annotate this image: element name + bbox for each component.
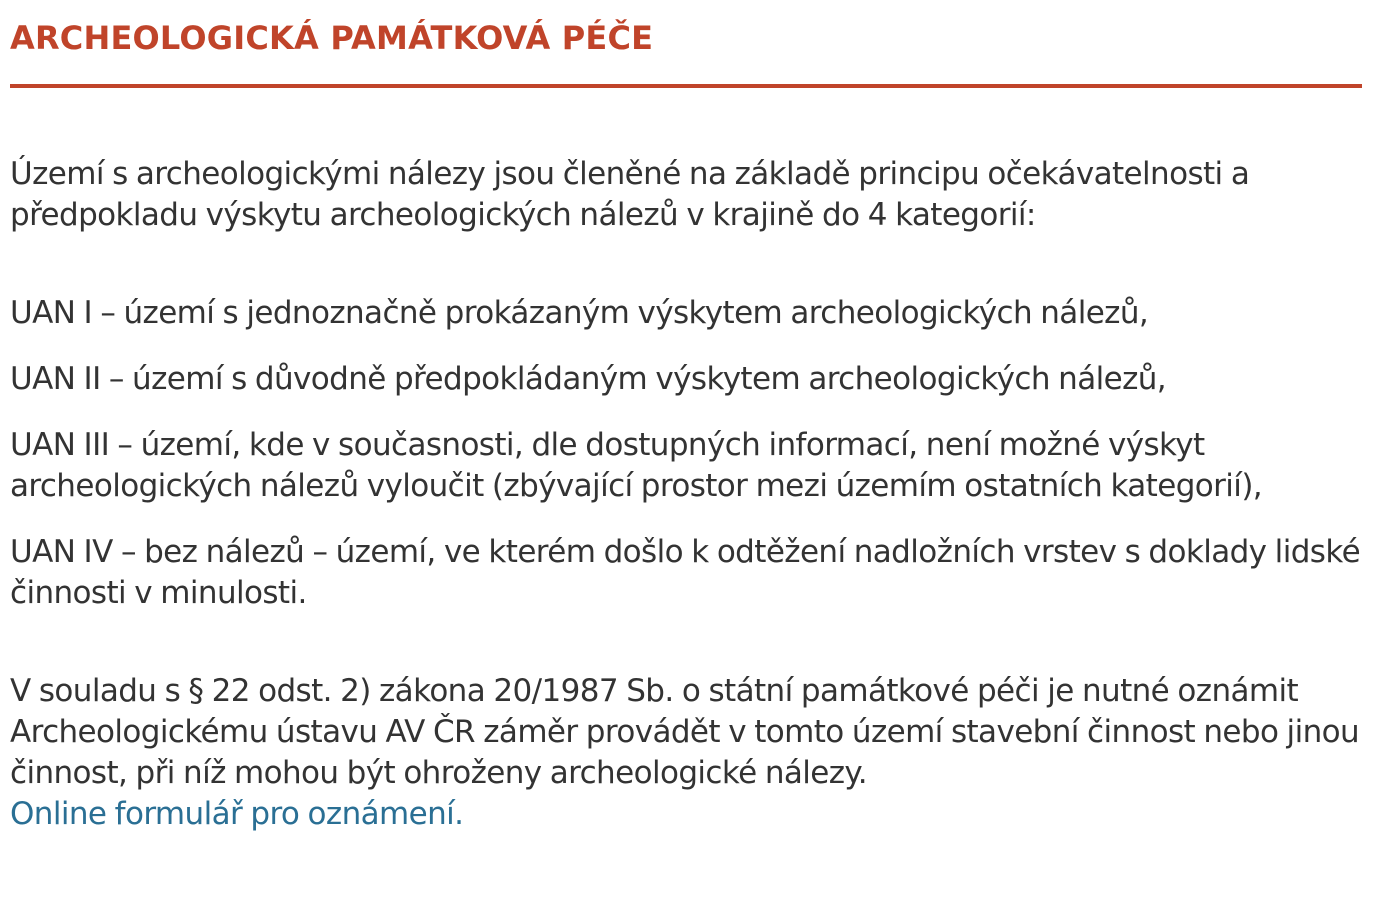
section-title: ARCHEOLOGICKÁ PAMÁTKOVÁ PÉČE (10, 19, 654, 57)
category-uan-ii: UAN II – území s důvodně předpokládaným výskytem archeologických nálezů, (10, 361, 1167, 397)
category-uan-i: UAN I – území s jednoznačně prokázaným výskytem archeologických nálezů, (10, 295, 1149, 331)
title-divider (10, 84, 1362, 88)
category-uan-iii: UAN III – území, kde v současnosti, dle dostupných informací, není možné výskyt archeologických nálezů vyloučit (zbývající prostor mezi územím ostatních kategorií), (10, 427, 1263, 504)
notice-text: V souladu s § 22 odst. 2) zákona 20/1987 Sb. o státní památkové péči je nutné oznámit Archeologickému ústavu AV ČR záměr provádět v tomto území stavební činnost nebo jinou činnost, při níž mohou být ohroženy archeologické nálezy. (10, 673, 1360, 791)
section-content (10, 154, 1370, 835)
archaeology-section (10, 0, 1370, 835)
intro-paragraph: Území s archeologickými nálezy jsou členěné na základě principu očekávatelnosti a předpokladu výskytu archeologických nálezů v krajině do 4 kategorií: (10, 156, 1250, 233)
online-form-link[interactable]: Online formulář pro oznámení. (10, 796, 464, 832)
category-uan-iv: UAN IV – bez nálezů – území, ve kterém došlo k odtěžení nadložních vrstev s doklady lidské činnosti v minulosti. (10, 534, 1361, 611)
notice-paragraph (10, 671, 1370, 835)
